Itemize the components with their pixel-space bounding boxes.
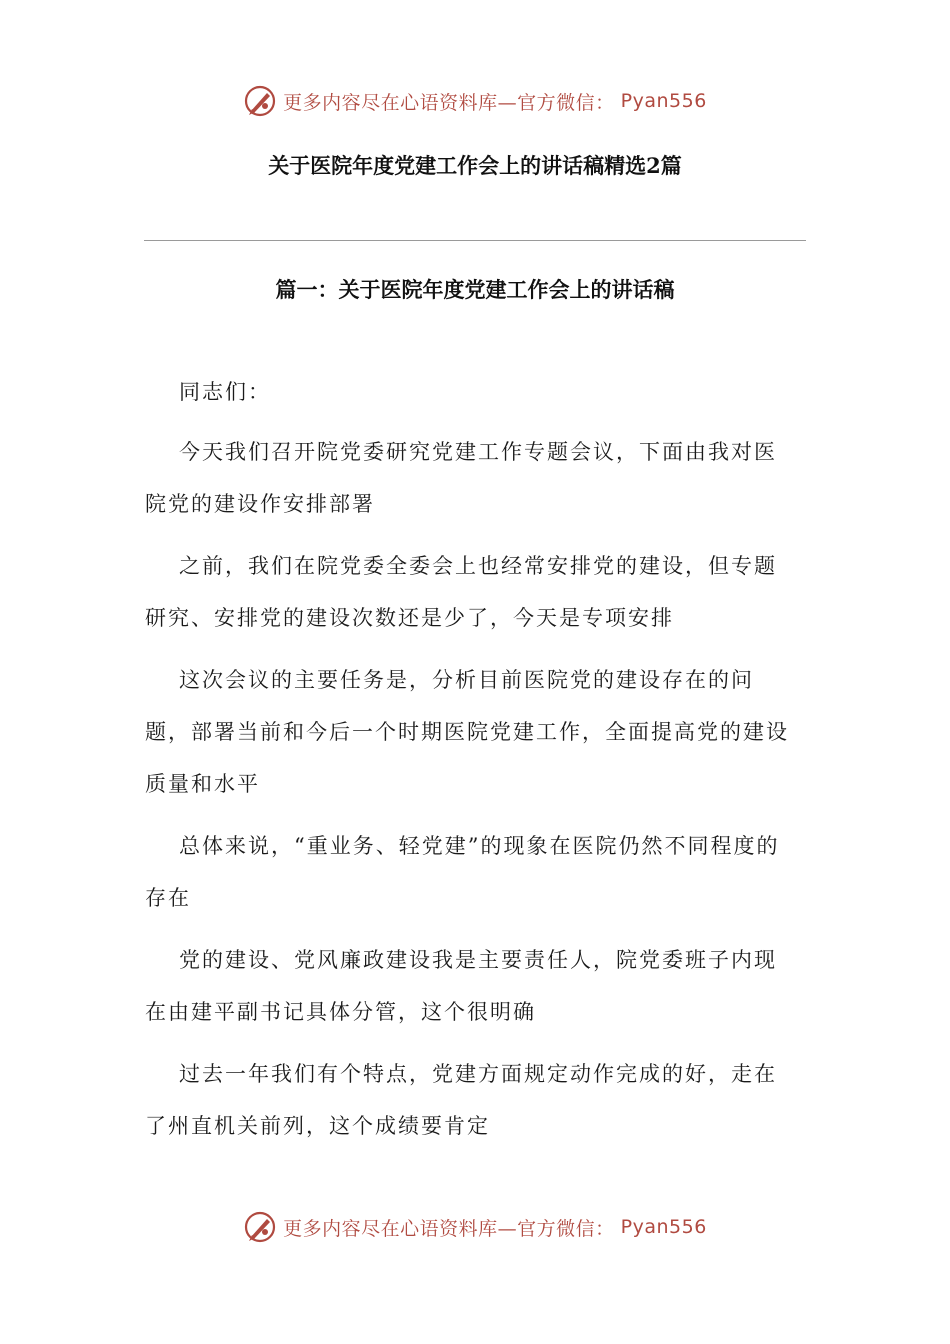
paragraph: 今天我们召开院党委研究党建工作专题会议，下面由我对医院党的建设作安排部署 <box>145 440 777 516</box>
footer-banner <box>0 1210 950 1244</box>
pen-logo-icon <box>243 1210 277 1244</box>
paragraph: 同志们： <box>179 380 271 404</box>
section-title: 篇一：关于医院年度党建工作会上的讲话稿 <box>275 277 675 302</box>
paragraph: 这次会议的主要任务是，分析目前医院党的建设存在的问题，部署当前和今后一个时期医院党建工作，全面提高党的建设质量和水平 <box>145 668 789 796</box>
paragraph: 过去一年我们有个特点，党建方面规定动作完成的好，走在了州直机关前列，这个成绩要肯定 <box>145 1062 777 1138</box>
pen-logo-icon <box>243 84 277 118</box>
title-divider <box>144 240 806 241</box>
banner-wechat-id: Pyan556 <box>620 90 707 112</box>
paragraph: 之前，我们在院党委全委会上也经常安排党的建设，但专题研究、安排党的建设次数还是少了，今天是专项安排 <box>145 554 777 630</box>
document-title: 关于医院年度党建工作会上的讲话稿精选2篇 <box>268 153 682 178</box>
banner-text: 更多内容尽在心语资料库—官方微信： <box>283 1217 615 1240</box>
paragraph: 党的建设、党风廉政建设我是主要责任人，院党委班子内现在由建平副书记具体分管，这个很明确 <box>145 948 777 1024</box>
header-banner <box>0 84 950 118</box>
banner-text: 更多内容尽在心语资料库—官方微信： <box>283 91 615 114</box>
paragraph: 总体来说，“重业务、轻党建”的现象在医院仍然不同程度的存在 <box>145 834 780 910</box>
document-body <box>145 366 795 1162</box>
banner-wechat-id: Pyan556 <box>620 1216 707 1238</box>
